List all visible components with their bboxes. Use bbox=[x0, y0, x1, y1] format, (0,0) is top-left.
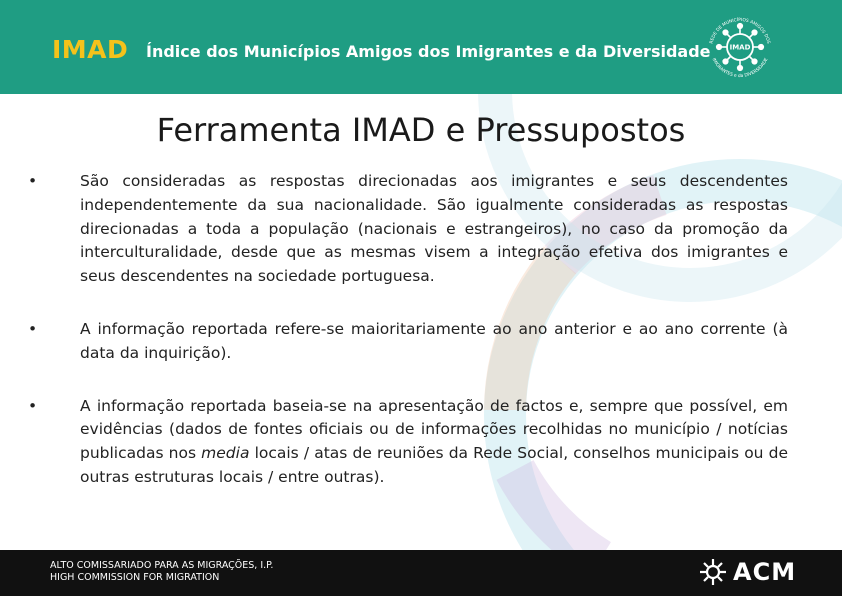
footer-bar bbox=[0, 550, 842, 596]
bullet-text-italic: media bbox=[201, 444, 250, 463]
slide-title: Ferramenta IMAD e Pressupostos bbox=[156, 111, 686, 149]
logo-ring-top-text: REDE DE MUNICÍPIOS AMIGOS DOS bbox=[709, 17, 771, 45]
bullet-dot: • bbox=[28, 396, 38, 415]
imad-network-logo bbox=[700, 7, 780, 87]
header-banner bbox=[0, 0, 842, 94]
footer-org-name-pt: ALTO COMISSARIADO PARA AS MIGRAÇÕES, I.P. bbox=[50, 560, 274, 571]
bullet-dot: • bbox=[28, 172, 38, 190]
bullet-item bbox=[28, 395, 788, 490]
bullet-dot: • bbox=[28, 319, 38, 338]
bullet-list bbox=[28, 170, 788, 490]
logo-ring-bottom-text: IMIGRANTES e da DIVERSIDADE bbox=[710, 57, 770, 80]
bullet-text-start: A informação reportada baseia-se na apresentação de factos e, sempre que possível, em evidências (dados de fontes oficiais ou de informações recolhidas no município / notícias publicadas nos bbox=[80, 396, 788, 463]
bullet-text: São consideradas as respostas direcionadas aos imigrantes e seus descendentes independentemente da sua nacionalidade. São igualmente consideradas as respostas direcionadas a toda a população (nacionais e estrangeiros), no caso da promoção da interculturalidade, desde que as mesmas visem a integração efetiva dos imigrantes e seus descendentes na sociedade portuguesa. bbox=[80, 172, 788, 286]
acm-emblem-icon bbox=[698, 557, 728, 587]
acm-logo-text: ACM bbox=[733, 558, 797, 586]
footer-org-name-en: HIGH COMMISSION FOR MIGRATION bbox=[50, 572, 220, 583]
header-title: Índice dos Municípios Amigos dos Imigrantes e da Diversidade bbox=[146, 42, 711, 61]
bullet-text-end: locais / atas de reuniões da Rede Social, conselhos municipais ou de outras estruturas locais / entre outras). bbox=[80, 444, 788, 486]
bullet-text: A informação reportada refere-se maioritariamente ao ano anterior e ao ano corrente (à data da inquirição). bbox=[80, 319, 788, 362]
brand-logo-text: IMAD bbox=[52, 35, 129, 64]
bullet-item bbox=[28, 318, 788, 366]
bullet-item bbox=[28, 170, 788, 289]
logo-center-text: IMAD bbox=[729, 43, 751, 52]
